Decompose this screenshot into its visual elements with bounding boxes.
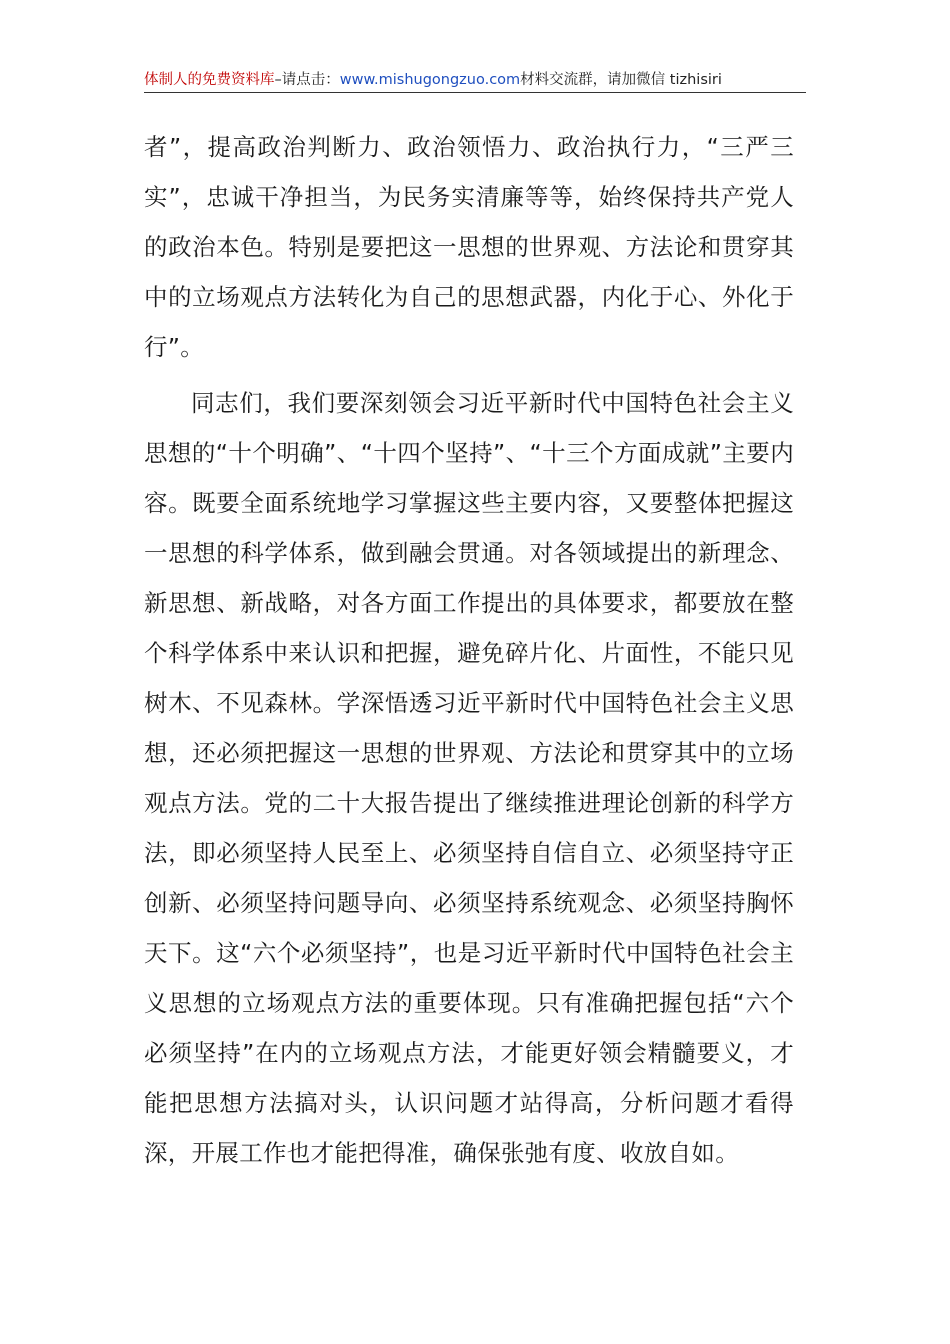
document-body [144, 122, 794, 1178]
paragraph-main: 同志们，我们要深刻领会习近平新时代中国特色社会主义思想的“十个明确”、“十四个坚持”、“十三个方面成就”主要内容。既要全面系统地学习掌握这些主要内容，又要整体把握这一思想的科学体系，做到融会贯通。对各领域提出的新理念、新思想、新战略，对各方面工作提出的具体要求，都要放在整个科学体系中来认识和把握，避免碎片化、片面性，不能只见树木、不见森林。学深悟透习近平新时代中国特色社会主义思想，还必须把握这一思想的世界观、方法论和贯穿其中的立场观点方法。党的二十大报告提出了继续推进理论创新的科学方法，即必须坚持人民至上、必须坚持自信自立、必须坚持守正创新、必须坚持问题导向、必须坚持系统观念、必须坚持胸怀天下。这“六个必须坚持”，也是习近平新时代中国特色社会主义思想的立场观点方法的重要体现。只有准确把握包括“六个必须坚持”在内的立场观点方法，才能更好领会精髓要义，才能把思想方法搞对头，认识问题才站得高，分析问题才看得深，开展工作也才能把得准，确保张弛有度、收放自如。 [144, 389, 794, 1167]
header-brand: 体制人的免费资料库 [144, 72, 275, 88]
header-wechat-note: 材料交流群，请加微信 tizhisiri [520, 72, 722, 88]
paragraph-continued: 者”，提高政治判断力、政治领悟力、政治执行力，“三严三实”，忠诚干净担当，为民务实清廉等等，始终保持共产党人的政治本色。特别是要把这一思想的世界观、方法论和贯穿其中的立场观点方法转化为自己的思想武器，内化于心、外化于行”。 [144, 133, 794, 361]
header-link[interactable]: www.mishugongzuo.com [339, 72, 521, 88]
page-header [144, 68, 806, 93]
header-prompt: –请点击： [274, 72, 340, 88]
